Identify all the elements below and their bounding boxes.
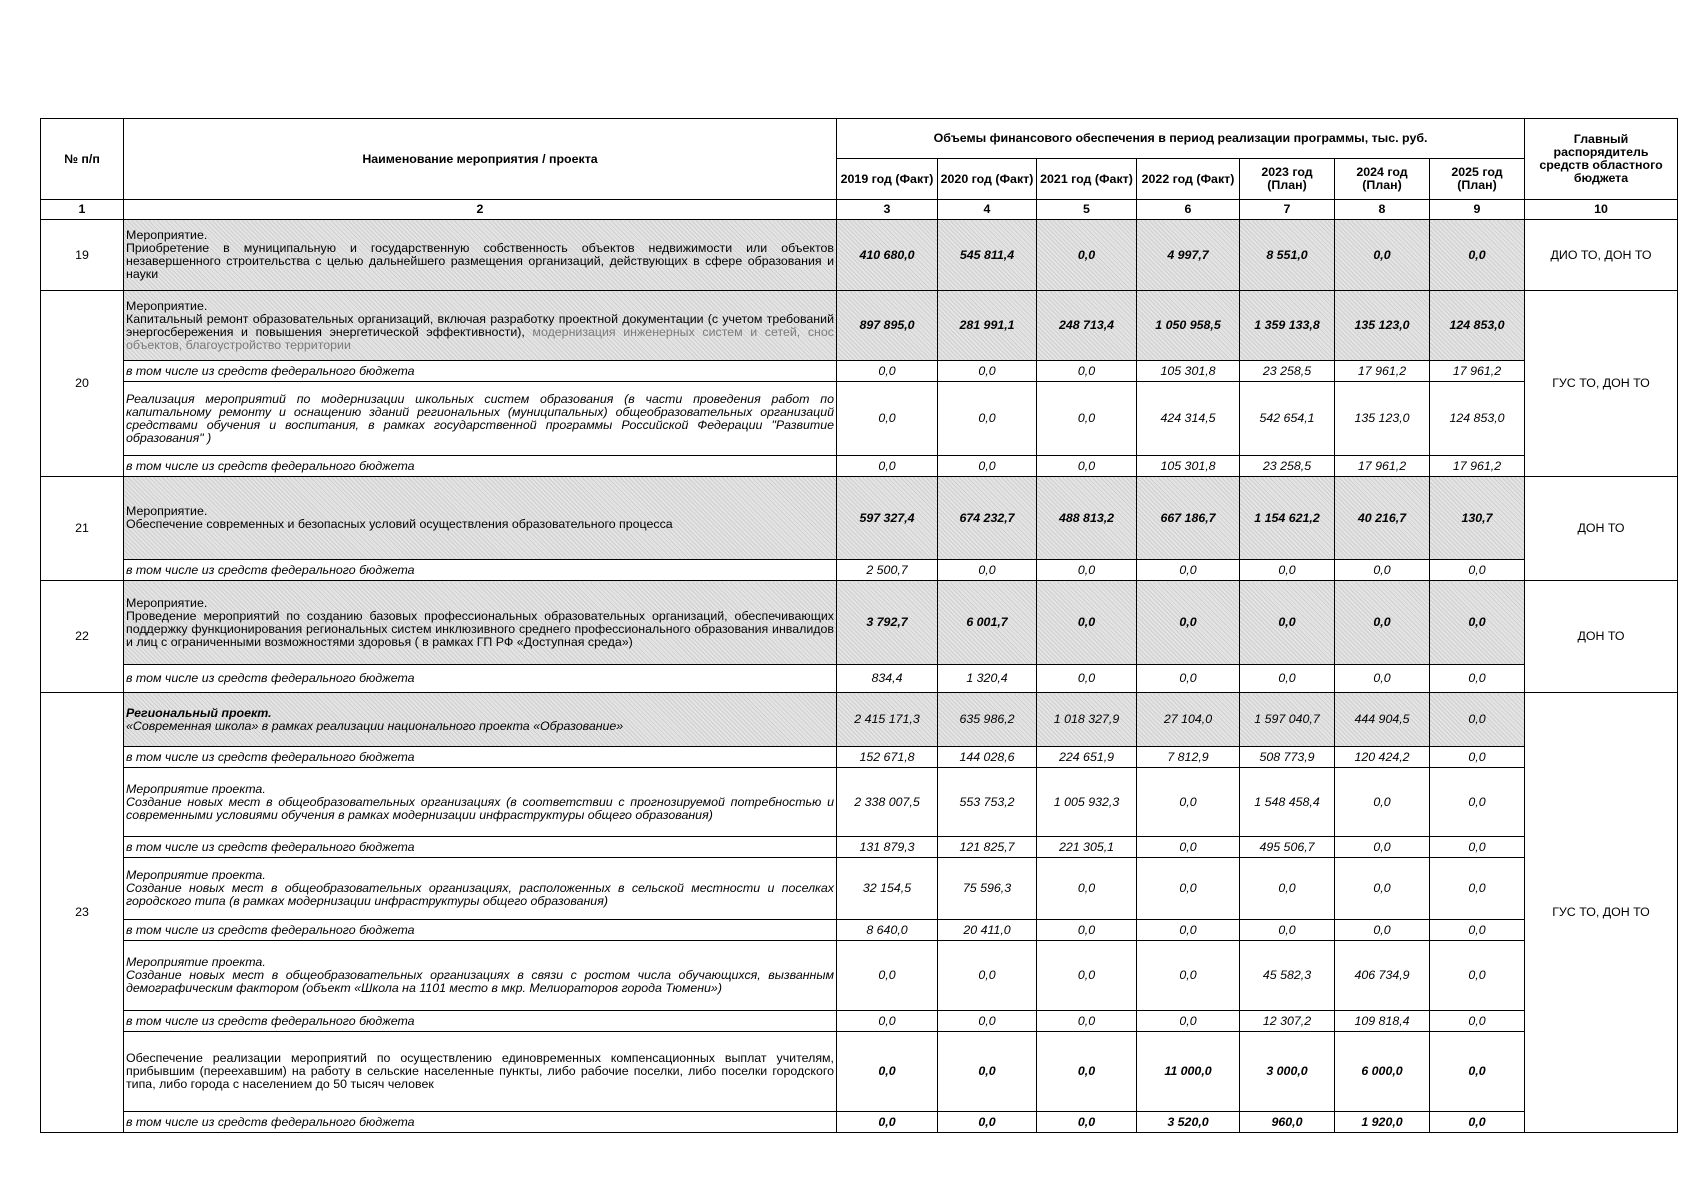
header-year: 2025 год (План)	[1430, 159, 1525, 200]
value-cell: 1 548 458,4	[1240, 768, 1335, 837]
value-cell: 1 154 621,2	[1240, 477, 1335, 560]
value-cell: 124 853,0	[1430, 382, 1525, 456]
value-cell: 508 773,9	[1240, 747, 1335, 768]
value-cell: 8 640,0	[837, 920, 938, 941]
value-cell: 105 301,8	[1137, 361, 1240, 382]
activity-text: Проведение мероприятий по созданию базовых профессиональных образовательных организаций, обеспечивающих поддержку функционирования региональных систем инклюзивного среднего профессионального образования инвалидов и лиц с ограниченными возможностями здоровья ( в рамках ГП РФ «Доступная среда»)	[126, 608, 834, 649]
value-cell: 0,0	[1137, 941, 1240, 1011]
activity-label: Мероприятие.	[126, 228, 208, 242]
federal-row	[41, 920, 1678, 941]
activity-name	[124, 581, 837, 665]
value-cell: 0,0	[1430, 581, 1525, 665]
activity-text: Обеспечение современных и безопасных условий осуществления образовательного процесса	[126, 517, 673, 531]
table-row	[41, 1032, 1678, 1112]
activity-text: Капитальный ремонт образовательных организаций, включая разработку проектной документации (с учетом требований энергосбережения и повышения энергетической эффективности),	[126, 311, 834, 339]
value-cell: 6 000,0	[1335, 1032, 1430, 1112]
value-cell: 0,0	[1137, 581, 1240, 665]
value-cell: 0,0	[1335, 560, 1430, 581]
federal-row	[41, 665, 1678, 693]
value-cell: 0,0	[1430, 747, 1525, 768]
value-cell: 406 734,9	[1335, 941, 1430, 1011]
header-year: 2020 год (Факт)	[938, 159, 1037, 200]
value-cell: 0,0	[1430, 1032, 1525, 1112]
value-cell: 0,0	[938, 560, 1037, 581]
value-cell: 834,4	[837, 665, 938, 693]
value-cell: 23 258,5	[1240, 361, 1335, 382]
activity-name	[124, 477, 837, 560]
value-cell: 8 551,0	[1240, 220, 1335, 291]
header-year: 2023 год (План)	[1240, 159, 1335, 200]
header-funding: Объемы финансового обеспечения в период реализации программы, тыс. руб.	[837, 119, 1525, 159]
col-number: 4	[938, 200, 1037, 220]
federal-label: в том числе из средств федерального бюджета	[124, 361, 837, 382]
value-cell: 0,0	[1240, 581, 1335, 665]
value-cell: 0,0	[1240, 560, 1335, 581]
value-cell: 17 961,2	[1430, 361, 1525, 382]
value-cell: 121 825,7	[938, 837, 1037, 858]
value-cell: 0,0	[938, 1032, 1037, 1112]
value-cell: 0,0	[1430, 858, 1525, 920]
value-cell: 0,0	[938, 1011, 1037, 1032]
value-cell: 0,0	[938, 941, 1037, 1011]
federal-row	[41, 560, 1678, 581]
value-cell: 3 520,0	[1137, 1112, 1240, 1133]
value-cell: 0,0	[1137, 858, 1240, 920]
value-cell: 109 818,4	[1335, 1011, 1430, 1032]
value-cell: 1 359 133,8	[1240, 291, 1335, 361]
row-number: 22	[41, 581, 124, 693]
value-cell: 635 986,2	[938, 693, 1037, 747]
col-number: 7	[1240, 200, 1335, 220]
value-cell: 0,0	[1037, 560, 1137, 581]
federal-row	[41, 747, 1678, 768]
activity-name	[124, 220, 837, 291]
value-cell: 0,0	[1137, 665, 1240, 693]
value-cell: 135 123,0	[1335, 291, 1430, 361]
value-cell: 0,0	[1137, 768, 1240, 837]
value-cell: 12 307,2	[1240, 1011, 1335, 1032]
table-row	[41, 382, 1678, 456]
activity-name	[124, 858, 837, 920]
activity-name	[124, 693, 837, 747]
value-cell: 0,0	[1037, 858, 1137, 920]
value-cell: 545 811,4	[938, 220, 1037, 291]
value-cell: 0,0	[837, 456, 938, 477]
federal-label: в том числе из средств федерального бюджета	[124, 560, 837, 581]
federal-label: в том числе из средств федерального бюджета	[124, 1112, 837, 1133]
value-cell: 597 327,4	[837, 477, 938, 560]
activity-label: Мероприятие проекта.	[126, 868, 266, 882]
row-number: 23	[41, 693, 124, 1133]
manager-cell: ДОН ТО	[1525, 581, 1678, 693]
value-cell: 0,0	[1430, 560, 1525, 581]
value-cell: 0,0	[1430, 665, 1525, 693]
value-cell: 152 671,8	[837, 747, 938, 768]
value-cell: 1 320,4	[938, 665, 1037, 693]
manager-cell: ГУС ТО, ДОН ТО	[1525, 291, 1678, 477]
activity-text-gray: модернизация инженерных систем и сетей, снос объектов, благоустройство территории	[126, 324, 834, 352]
value-cell: 1 597 040,7	[1240, 693, 1335, 747]
value-cell: 11 000,0	[1137, 1032, 1240, 1112]
activity-label: Мероприятие.	[126, 595, 208, 610]
value-cell: 131 879,3	[837, 837, 938, 858]
value-cell: 0,0	[1430, 220, 1525, 291]
value-cell: 542 654,1	[1240, 382, 1335, 456]
manager-cell: ГУС ТО, ДОН ТО	[1525, 693, 1678, 1133]
activity-name	[124, 291, 837, 361]
col-number: 2	[124, 200, 837, 220]
header-row-1	[41, 119, 1678, 159]
federal-row	[41, 1112, 1678, 1133]
value-cell: 0,0	[1037, 1011, 1137, 1032]
activity-label: Мероприятие.	[126, 298, 208, 313]
table-row	[41, 693, 1678, 747]
value-cell: 0,0	[1335, 581, 1430, 665]
federal-row	[41, 456, 1678, 477]
activity-text: Создание новых мест в общеобразовательных организациях, расположенных в сельской местности и поселках городского типа (в рамках модернизации инфраструктуры общего образования)	[126, 881, 834, 908]
value-cell: 130,7	[1430, 477, 1525, 560]
value-cell: 0,0	[1430, 768, 1525, 837]
value-cell: 120 424,2	[1335, 747, 1430, 768]
value-cell: 410 680,0	[837, 220, 938, 291]
value-cell: 0,0	[1037, 1032, 1137, 1112]
value-cell: 0,0	[1037, 941, 1137, 1011]
activity-text: Приобретение в муниципальную и государственную собственность объектов недвижимости или объектов незавершенного строительства с целью дальнейшего размещения организаций, действующих в сфере образования и науки	[126, 241, 834, 281]
value-cell: 444 904,5	[1335, 693, 1430, 747]
value-cell: 0,0	[1240, 665, 1335, 693]
value-cell: 674 232,7	[938, 477, 1037, 560]
table-row	[41, 477, 1678, 560]
value-cell: 1 920,0	[1335, 1112, 1430, 1133]
value-cell: 553 753,2	[938, 768, 1037, 837]
value-cell: 2 500,7	[837, 560, 938, 581]
value-cell: 17 961,2	[1335, 456, 1430, 477]
value-cell: 0,0	[1037, 665, 1137, 693]
header-name: Наименование мероприятия / проекта	[124, 119, 837, 200]
activity-label: Мероприятие проекта.	[126, 781, 266, 796]
federal-label: в том числе из средств федерального бюджета	[124, 837, 837, 858]
value-cell: 0,0	[1037, 220, 1137, 291]
value-cell: 2 338 007,5	[837, 768, 938, 837]
value-cell: 248 713,4	[1037, 291, 1137, 361]
activity-text: Создание новых мест в общеобразовательных организациях (в соответствии с прогнозируемой потребностью и современными условиями обучения в рамках модернизации инфраструктуры общего образования)	[126, 794, 834, 822]
value-cell: 495 506,7	[1240, 837, 1335, 858]
row-number: 20	[41, 291, 124, 477]
federal-label: в том числе из средств федерального бюджета	[124, 747, 837, 768]
header-year: 2022 год (Факт)	[1137, 159, 1240, 200]
table-row	[41, 291, 1678, 361]
value-cell: 27 104,0	[1137, 693, 1240, 747]
value-cell: 1 050 958,5	[1137, 291, 1240, 361]
row-number: 21	[41, 477, 124, 581]
value-cell: 105 301,8	[1137, 456, 1240, 477]
value-cell: 0,0	[837, 1112, 938, 1133]
federal-row	[41, 837, 1678, 858]
value-cell: 1 005 932,3	[1037, 768, 1137, 837]
value-cell: 0,0	[837, 361, 938, 382]
value-cell: 488 813,2	[1037, 477, 1137, 560]
value-cell: 0,0	[1037, 361, 1137, 382]
value-cell: 0,0	[1037, 1112, 1137, 1133]
header-year: 2019 год (Факт)	[837, 159, 938, 200]
value-cell: 0,0	[1335, 220, 1430, 291]
value-cell: 0,0	[837, 941, 938, 1011]
value-cell: 0,0	[1430, 941, 1525, 1011]
value-cell: 0,0	[1137, 837, 1240, 858]
federal-row	[41, 361, 1678, 382]
value-cell: 0,0	[1037, 920, 1137, 941]
col-number: 8	[1335, 200, 1430, 220]
value-cell: 3 000,0	[1240, 1032, 1335, 1112]
value-cell: 281 991,1	[938, 291, 1037, 361]
value-cell: 0,0	[1037, 382, 1137, 456]
value-cell: 0,0	[837, 382, 938, 456]
federal-label: в том числе из средств федерального бюджета	[124, 456, 837, 477]
value-cell: 0,0	[1240, 920, 1335, 941]
activity-label: Мероприятие.	[126, 504, 208, 518]
table-row	[41, 581, 1678, 665]
value-cell: 40 216,7	[1335, 477, 1430, 560]
value-cell: 45 582,3	[1240, 941, 1335, 1011]
col-number: 9	[1430, 200, 1525, 220]
activity-text: Реализация мероприятий по модернизации школьных систем образования (в части проведения работ по капитальному ремонту и оснащению зданий региональных (муниципальных) общеобразовательных организаций средствами обучения и воспитания, в рамках государственной программы Российской Федерации "Развитие образования" )	[124, 382, 837, 456]
value-cell: 0,0	[1137, 560, 1240, 581]
value-cell: 0,0	[1240, 858, 1335, 920]
col-number: 10	[1525, 200, 1678, 220]
financing-table	[40, 118, 1678, 1133]
federal-label: в том числе из средств федерального бюджета	[124, 665, 837, 693]
value-cell: 960,0	[1240, 1112, 1335, 1133]
value-cell: 0,0	[1335, 768, 1430, 837]
value-cell: 20 411,0	[938, 920, 1037, 941]
value-cell: 4 997,7	[1137, 220, 1240, 291]
header-year: 2021 год (Факт)	[1037, 159, 1137, 200]
value-cell: 0,0	[938, 1112, 1037, 1133]
manager-cell: ДОН ТО	[1525, 477, 1678, 581]
col-number: 3	[837, 200, 938, 220]
activity-name	[124, 768, 837, 837]
value-cell: 0,0	[1430, 1112, 1525, 1133]
header-num: № п/п	[41, 119, 124, 200]
table-row	[41, 858, 1678, 920]
value-cell: 0,0	[1137, 920, 1240, 941]
value-cell: 7 812,9	[1137, 747, 1240, 768]
column-number-row	[41, 200, 1678, 220]
manager-cell: ДИО ТО, ДОН ТО	[1525, 220, 1678, 291]
federal-row	[41, 1011, 1678, 1032]
value-cell: 32 154,5	[837, 858, 938, 920]
col-number: 6	[1137, 200, 1240, 220]
value-cell: 144 028,6	[938, 747, 1037, 768]
value-cell: 897 895,0	[837, 291, 938, 361]
value-cell: 0,0	[1037, 581, 1137, 665]
value-cell: 1 018 327,9	[1037, 693, 1137, 747]
value-cell: 0,0	[1430, 1011, 1525, 1032]
value-cell: 3 792,7	[837, 581, 938, 665]
activity-label: Мероприятие проекта.	[126, 955, 266, 969]
table-row	[41, 768, 1678, 837]
value-cell: 0,0	[1430, 693, 1525, 747]
value-cell: 0,0	[1137, 1011, 1240, 1032]
value-cell: 667 186,7	[1137, 477, 1240, 560]
value-cell: 0,0	[1335, 858, 1430, 920]
value-cell: 0,0	[1430, 920, 1525, 941]
header-year: 2024 год (План)	[1335, 159, 1430, 200]
value-cell: 0,0	[1335, 837, 1430, 858]
value-cell: 17 961,2	[1335, 361, 1430, 382]
value-cell: 0,0	[837, 1032, 938, 1112]
value-cell: 0,0	[938, 382, 1037, 456]
value-cell: 135 123,0	[1335, 382, 1430, 456]
federal-label: в том числе из средств федерального бюджета	[124, 1011, 837, 1032]
table-row	[41, 941, 1678, 1011]
value-cell: 0,0	[837, 1011, 938, 1032]
activity-text: Обеспечение реализации мероприятий по осуществлению единовременных компенсационных выплат учителям, прибывшим (переехавшим) на работу в сельские населенные пункты, либо рабочие поселки, либо поселки городского типа, либо города с населением до 50 тысяч человек	[124, 1032, 837, 1112]
value-cell: 6 001,7	[938, 581, 1037, 665]
federal-label: в том числе из средств федерального бюджета	[124, 920, 837, 941]
col-number: 5	[1037, 200, 1137, 220]
activity-name	[124, 941, 837, 1011]
col-number: 1	[41, 200, 124, 220]
value-cell: 0,0	[1335, 665, 1430, 693]
value-cell: 124 853,0	[1430, 291, 1525, 361]
value-cell: 221 305,1	[1037, 837, 1137, 858]
value-cell: 224 651,9	[1037, 747, 1137, 768]
row-number: 19	[41, 220, 124, 291]
value-cell: 2 415 171,3	[837, 693, 938, 747]
table-row	[41, 220, 1678, 291]
project-label: Региональный проект.	[126, 705, 272, 720]
activity-text: Создание новых мест в общеобразовательных организациях в связи с ростом числа обучающихся, вызванным демографическим фактором (объект «Школа на 1101 место в мкр. Мелиораторов города Тюмени»)	[126, 968, 834, 995]
value-cell: 0,0	[938, 456, 1037, 477]
value-cell: 0,0	[1430, 837, 1525, 858]
value-cell: 17 961,2	[1430, 456, 1525, 477]
header-manager: Главный распорядитель средств областного бюджета	[1525, 119, 1678, 200]
activity-text: «Современная школа» в рамках реализации национального проекта «Образование»	[126, 718, 624, 733]
value-cell: 0,0	[938, 361, 1037, 382]
value-cell: 75 596,3	[938, 858, 1037, 920]
value-cell: 0,0	[1037, 456, 1137, 477]
value-cell: 0,0	[1335, 920, 1430, 941]
value-cell: 23 258,5	[1240, 456, 1335, 477]
value-cell: 424 314,5	[1137, 382, 1240, 456]
